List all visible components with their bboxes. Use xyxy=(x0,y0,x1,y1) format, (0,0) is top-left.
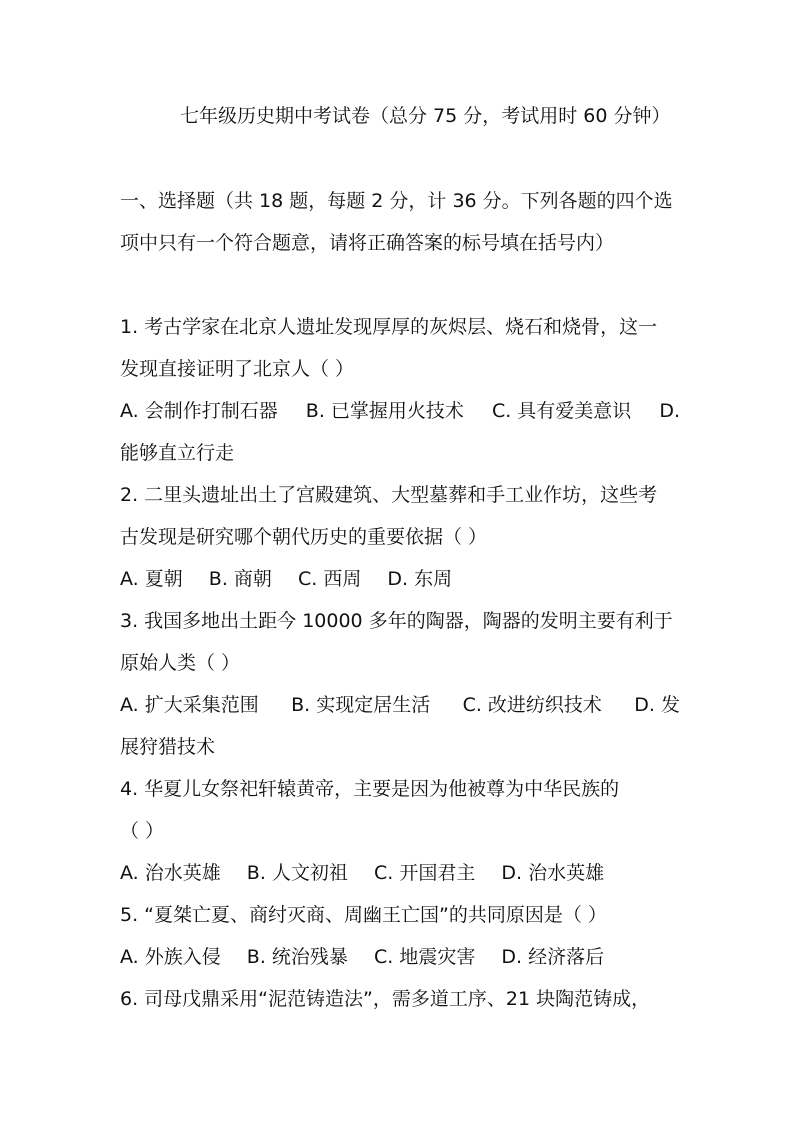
question-2-stem-line-1: 2. 二里头遗址出土了宫殿建筑、大型墓葬和手工业作坊，这些考 xyxy=(120,484,658,506)
option-a: A. 扩大采集范围 xyxy=(120,694,259,716)
question-4-options xyxy=(120,857,680,889)
question-1-stem-line-2: 发现直接证明了北京人（ ） xyxy=(120,358,355,380)
question-5-options xyxy=(120,941,680,973)
option-d: D. 治水英雄 xyxy=(501,862,605,884)
option-c: C. 改进纺织技术 xyxy=(462,694,602,716)
option-c: C. 开国君主 xyxy=(373,862,476,884)
option-d: D. 经济落后 xyxy=(501,946,605,968)
option-c: C. 地震灾害 xyxy=(373,946,476,968)
exam-title: 七年级历史期中考试卷（总分 75 分，考试用时 60 分钟） xyxy=(180,105,671,127)
option-b: B. 人文初祖 xyxy=(246,862,348,884)
question-2-options xyxy=(120,563,680,595)
option-a: A. 会制作打制石器 xyxy=(120,400,278,422)
question-4-stem-line-2: （ ） xyxy=(120,820,165,842)
option-a: A. 夏朝 xyxy=(120,568,183,590)
question-2-stem-line-2: 古发现是研究哪个朝代历史的重要依据（ ） xyxy=(120,526,488,548)
question-1-option-d-wrap: 能够直立行走 xyxy=(120,442,235,464)
question-1-options xyxy=(120,395,680,427)
question-1-stem-line-1: 1. 考古学家在北京人遗址发现厚厚的灰烬层、烧石和烧骨，这一 xyxy=(120,316,658,338)
option-b: B. 统治残暴 xyxy=(246,946,348,968)
question-3-options xyxy=(120,689,680,721)
question-3-stem-line-1: 3. 我国多地出土距今 10000 多年的陶器，陶器的发明主要有利于 xyxy=(120,610,673,632)
question-3-stem-line-2: 原始人类（ ） xyxy=(120,652,241,674)
option-b: B. 已掌握用火技术 xyxy=(305,400,464,422)
question-3-option-d-wrap: 展狩猎技术 xyxy=(120,736,216,758)
question-4-stem-line-1: 4. 华夏儿女祭祀轩辕黄帝，主要是因为他被尊为中华民族的 xyxy=(120,778,620,800)
option-b: B. 商朝 xyxy=(208,568,272,590)
option-d: D. 东周 xyxy=(387,568,453,590)
option-c: C. 西周 xyxy=(297,568,362,590)
option-d: D. xyxy=(659,400,680,422)
option-a: A. 外族入侵 xyxy=(120,946,221,968)
question-6-stem-line-1: 6. 司母戊鼎采用“泥范铸造法”，需多道工序、21 块陶范铸成， xyxy=(120,988,651,1010)
section-instruction-line-1: 一、选择题（共 18 题，每题 2 分，计 36 分。下列各题的四个选 xyxy=(120,190,673,212)
section-instruction-line-2: 项中只有一个符合题意，请将正确答案的标号填在括号内） xyxy=(120,232,615,254)
option-c: C. 具有爱美意识 xyxy=(491,400,632,422)
option-d: D. 发 xyxy=(634,694,680,716)
question-5-stem-line-1: 5. “夏桀亡夏、商纣灭商、周幽王亡国”的共同原因是（ ） xyxy=(120,904,607,926)
option-a: A. 治水英雄 xyxy=(120,862,221,884)
option-b: B. 实现定居生活 xyxy=(291,694,431,716)
